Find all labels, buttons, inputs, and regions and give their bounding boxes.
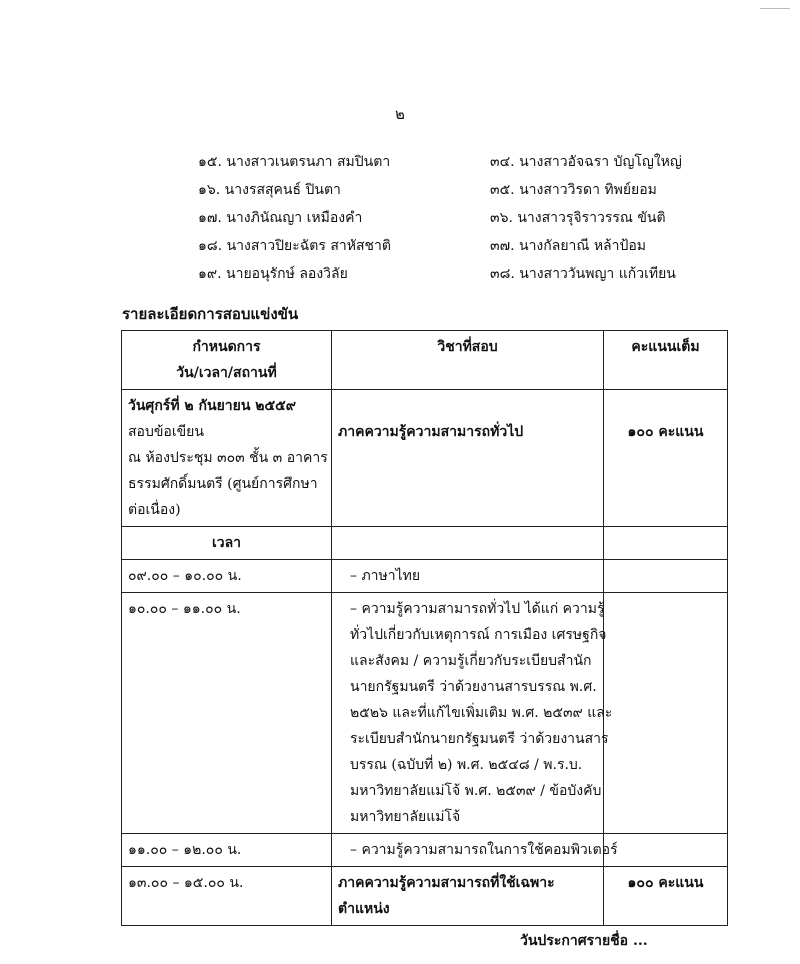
names-left-column	[198, 148, 391, 288]
subject-line: มหาวิทยาลัยแม่โจ้	[350, 809, 461, 825]
subject-line: – ความรู้ความสามารถในการใช้คอมพิวเตอร์	[350, 842, 618, 858]
subject-line: – ความรู้ความสามารถทั่วไป ได้แก่ ความรู้	[350, 601, 605, 617]
subject-specific: ภาคความรู้ความสามารถที่ใช้เฉพาะตำแหน่ง	[332, 867, 604, 926]
subject-line: นายกรัฐมนตรี ว่าด้วยงานสารบรรณ พ.ศ.	[350, 679, 597, 695]
table-header-row	[122, 331, 728, 390]
subject-line: – ภาษาไทย	[350, 568, 421, 584]
time-header: เวลา	[122, 527, 332, 560]
subject-line: ระเบียบสำนักนายกรัฐมนตรี ว่าด้วยงานสาร	[350, 731, 609, 747]
subject-line: บรรณ (ฉบับที่ ๒) พ.ศ. ๒๕๔๘ / พ.ร.บ.	[350, 757, 583, 773]
candidate-name: ๑๗. นางภินัณญา เหมืองคำ	[198, 210, 363, 226]
page-top-mark	[760, 8, 790, 9]
empty-cell	[332, 527, 604, 560]
subject-cell	[332, 593, 613, 834]
table-row	[122, 834, 728, 867]
time-slot: ๑๐.๐๐ – ๑๑.๐๐ น.	[122, 593, 332, 834]
time-slot: ๑๑.๐๐ – ๑๒.๐๐ น.	[122, 834, 332, 867]
candidate-name: ๑๙. นายอนุรักษ์ ลองวิลัย	[198, 266, 348, 282]
subject-cell	[332, 834, 618, 867]
page-number: ๒	[395, 105, 405, 123]
exam-date: วันศุกร์ที่ ๒ กันยายน ๒๕๕๙	[128, 398, 296, 414]
exam-venue-end: ต่อเนื่อง)	[128, 502, 181, 518]
candidate-name: ๑๕. นางสาวเนตรนภา สมปินตา	[198, 154, 391, 170]
subject-cell	[332, 560, 604, 593]
subject-general: ภาคความรู้ความสามารถทั่วไป	[338, 424, 524, 440]
names-right-column	[490, 148, 682, 288]
score-cell	[604, 593, 728, 834]
section-heading: รายละเอียดการสอบแข่งขัน	[122, 305, 299, 323]
score-cell	[604, 834, 728, 867]
table-row	[122, 867, 728, 926]
score-cell	[604, 560, 728, 593]
subject-line: ๒๕๒๖ และที่แก้ไขเพิ่มเติม พ.ศ. ๒๕๓๙ และ	[350, 705, 613, 721]
candidate-name: ๓๕. นางสาววิรดา ทิพย์ยอม	[490, 182, 657, 198]
header-subject: วิชาที่สอบ	[332, 331, 604, 390]
subject-line: และสังคม / ความรู้เกี่ยวกับระเบียบสำนัก	[350, 653, 592, 669]
score-specific: ๑๐๐ คะแนน	[604, 867, 728, 926]
header-schedule-line2: วัน/เวลา/สถานที่	[176, 365, 277, 381]
exam-type: สอบข้อเขียน	[128, 424, 204, 440]
schedule-details	[122, 390, 332, 527]
empty-cell	[604, 527, 728, 560]
candidate-name: ๓๖. นางสาวรุจิราวรรณ ขันติ	[490, 210, 666, 226]
time-slot: ๐๙.๐๐ – ๑๐.๐๐ น.	[122, 560, 332, 593]
exam-venue-building: ธรรมศักดิ์มนตรี (ศูนย์การศึกษา	[128, 476, 318, 492]
candidate-name: ๓๗. นางกัลยาณี หล้าป้อม	[490, 238, 647, 254]
candidate-name: ๓๘. นางสาววันพญา แก้วเทียน	[490, 266, 676, 282]
schedule-score	[604, 390, 728, 527]
candidate-name: ๓๔. นางสาวอัจฉรา บัญโญใหญ่	[490, 154, 682, 170]
candidate-name: ๑๘. นางสาวปิยะฉัตร สาหัสชาติ	[198, 238, 391, 254]
subject-line: ทั่วไปเกี่ยวกับเหตุการณ์ การเมือง เศรษฐกิจ	[350, 627, 607, 643]
exam-venue: ณ ห้องประชุม ๓๐๓ ชั้น ๓ อาคาร	[128, 450, 328, 466]
header-schedule-line1: กำหนดการ	[192, 339, 261, 355]
time-slot: ๑๓.๐๐ – ๑๕.๐๐ น.	[122, 867, 332, 926]
table-row	[122, 560, 728, 593]
table-row	[122, 593, 728, 834]
score-general: ๑๐๐ คะแนน	[627, 424, 704, 440]
continuation-text: วันประกาศรายชื่อ ...	[520, 933, 648, 949]
schedule-row	[122, 390, 728, 527]
exam-schedule-table	[121, 330, 728, 926]
schedule-subject	[332, 390, 604, 527]
time-header-row	[122, 527, 728, 560]
subject-line: มหาวิทยาลัยแม่โจ้ พ.ศ. ๒๕๓๙ / ข้อบังคับ	[350, 783, 602, 799]
header-score: คะแนนเต็ม	[604, 331, 728, 390]
header-schedule	[122, 331, 332, 390]
candidate-name: ๑๖. นางรสสุคนธ์ ปินตา	[198, 182, 341, 198]
